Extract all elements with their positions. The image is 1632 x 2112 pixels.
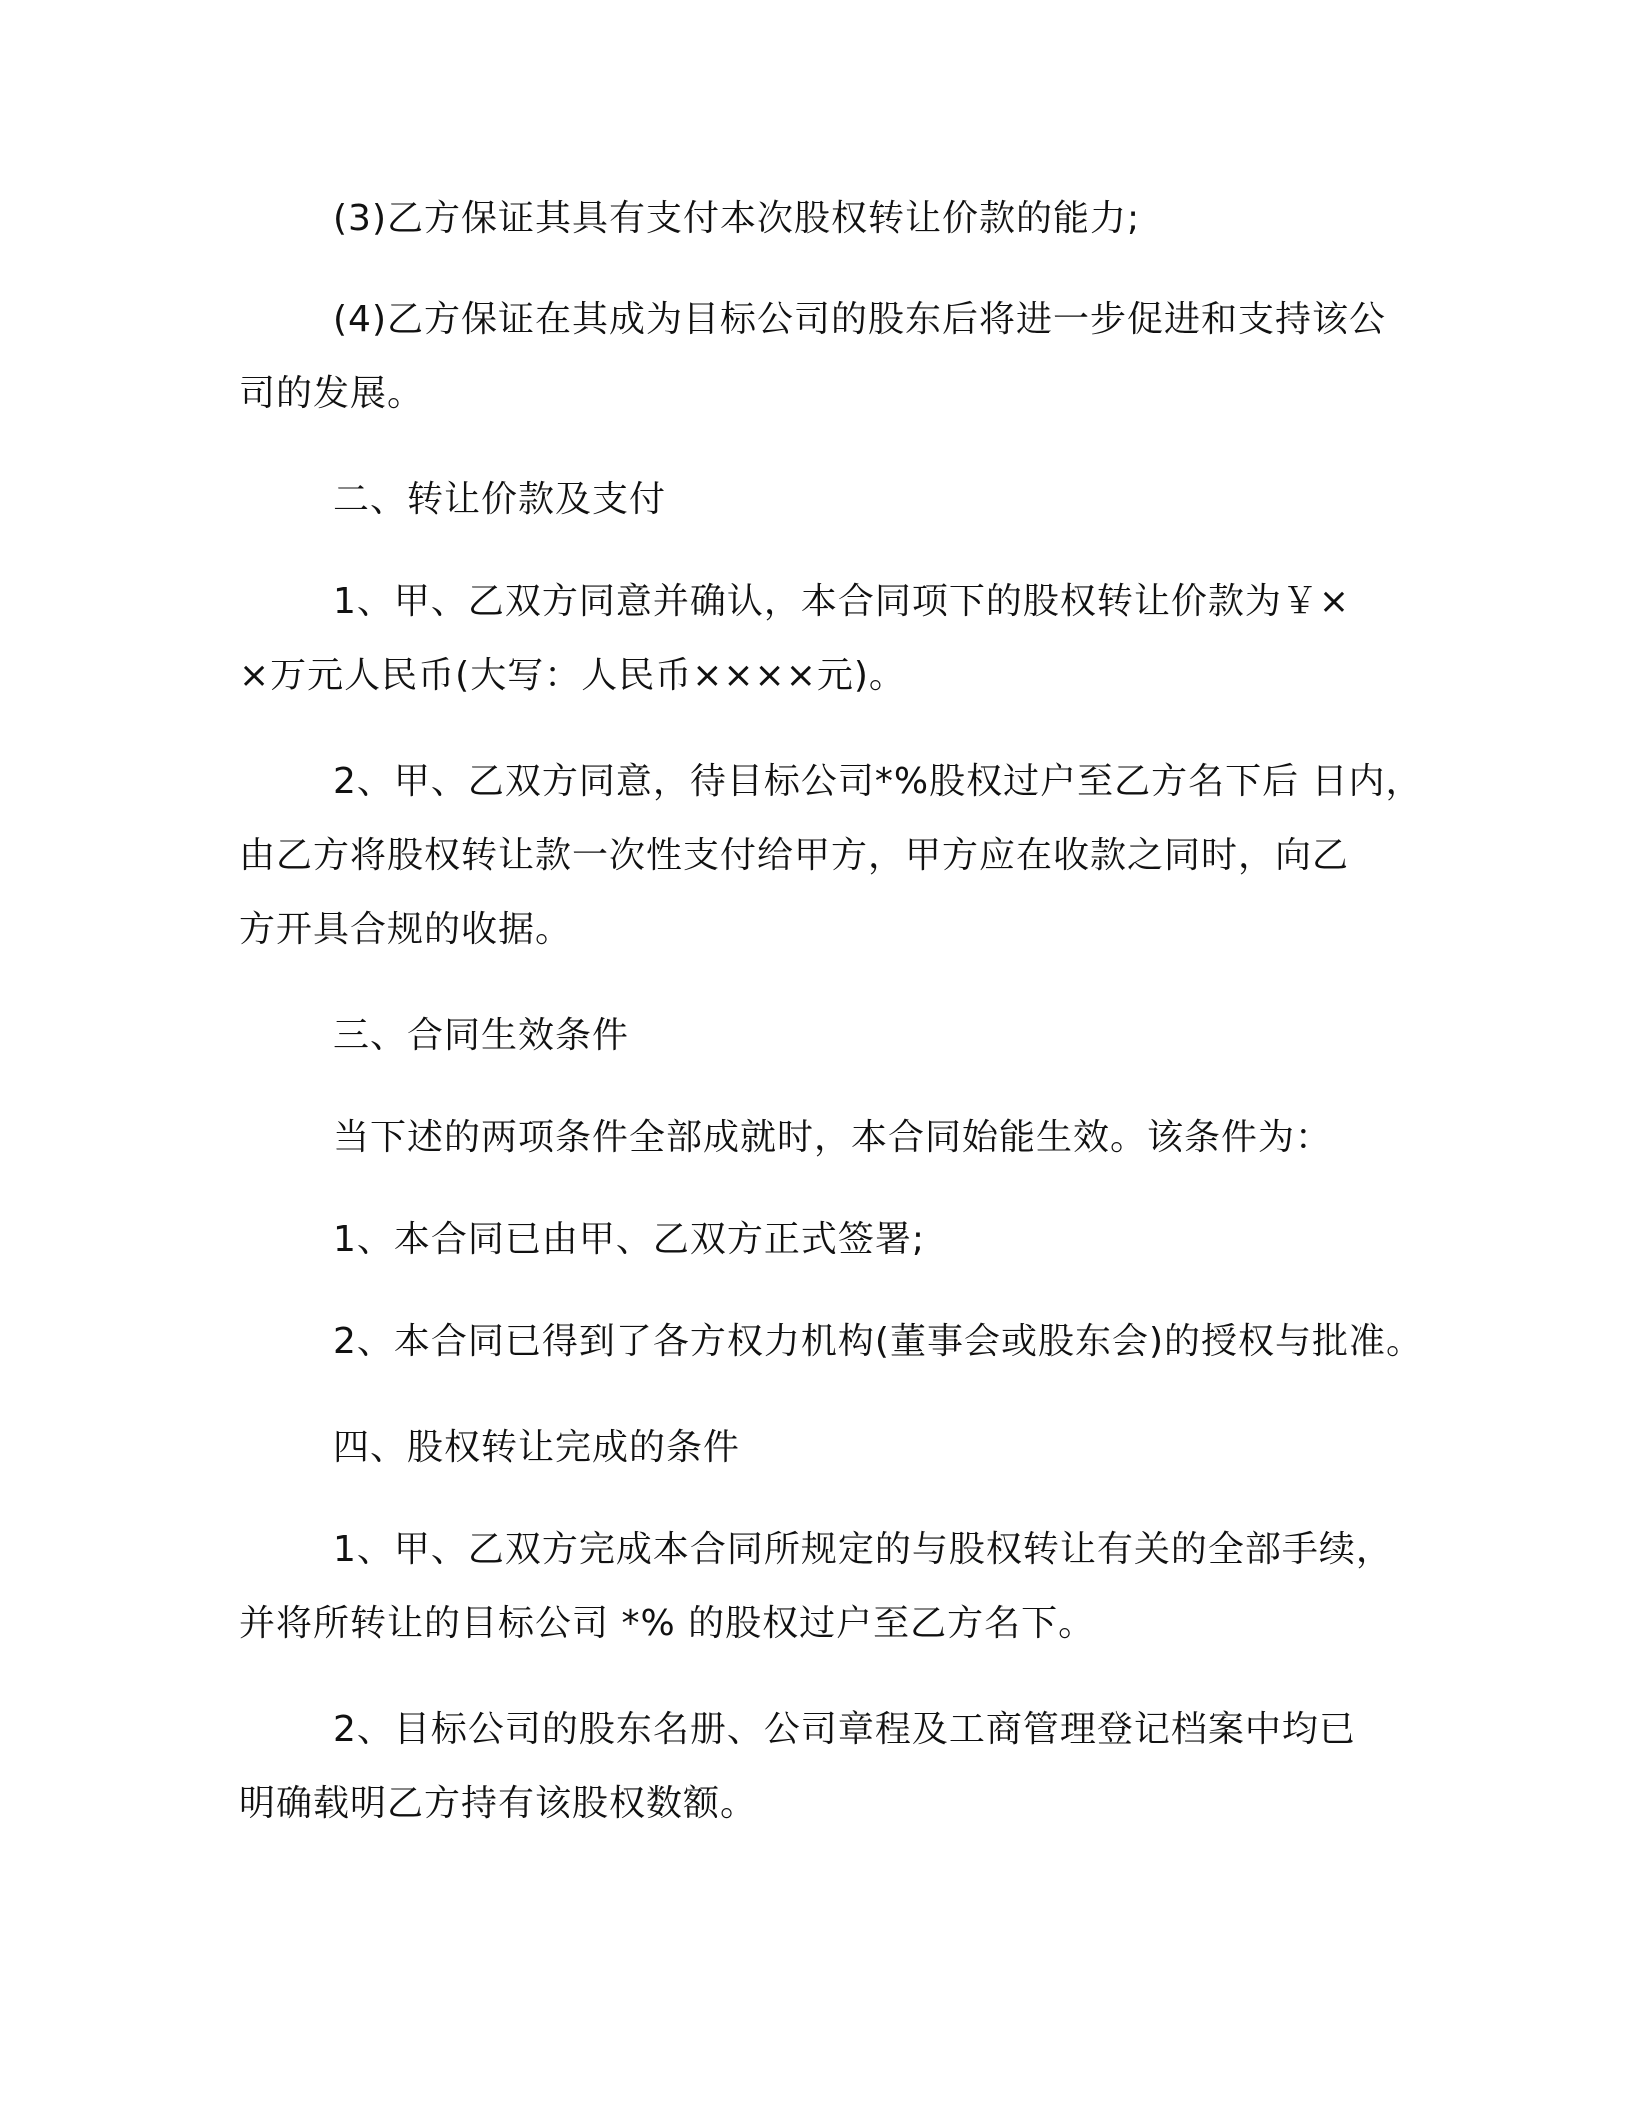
completion-clause-1-line-2: 并将所转让的目标公司 *% 的股权过户至乙方名下。: [239, 1603, 1096, 1644]
clause-2-4-line-1: (4)乙方保证在其成为目标公司的股东后将进一步促进和支持该公: [333, 299, 1386, 340]
section-heading-3: 三、合同生效条件: [333, 1015, 630, 1056]
effect-condition-2: 2、本合同已得到了各方权力机构(董事会或股东会)的授权与批准。: [333, 1321, 1423, 1362]
effect-condition-1: 1、本合同已由甲、乙双方正式签署;: [333, 1219, 926, 1260]
clause-2-4-line-2: 司的发展。: [239, 373, 425, 414]
completion-clause-2-line-1: 2、目标公司的股东名册、公司章程及工商管理登记档案中均已: [333, 1709, 1356, 1750]
price-clause-2-line-2: 由乙方将股权转让款一次性支付给甲方，甲方应在收款之同时，向乙: [239, 835, 1350, 876]
completion-clause-2-line-2: 明确载明乙方持有该股权数额。: [239, 1783, 758, 1824]
completion-clause-1-line-1: 1、甲、乙双方完成本合同所规定的与股权转让有关的全部手续，: [333, 1529, 1393, 1570]
effect-intro-line: 当下述的两项条件全部成就时，本合同始能生效。该条件为：: [333, 1117, 1333, 1158]
section-heading-4: 四、股权转让完成的条件: [333, 1427, 741, 1468]
price-clause-1-line-1: 1、甲、乙双方同意并确认，本合同项下的股权转让价款为￥×: [333, 581, 1351, 622]
price-clause-2-line-1: 2、甲、乙双方同意，待目标公司*%股权过户至乙方名下后 日内，: [333, 761, 1423, 802]
clause-2-3-line: (3)乙方保证其具有支付本次股权转让价款的能力;: [333, 198, 1141, 239]
price-clause-2-line-3: 方开具合规的收据。: [239, 909, 573, 950]
section-heading-2: 二、转让价款及支付: [333, 479, 667, 520]
price-clause-1-line-2: ×万元人民币(大写：人民币××××元)。: [239, 655, 906, 696]
